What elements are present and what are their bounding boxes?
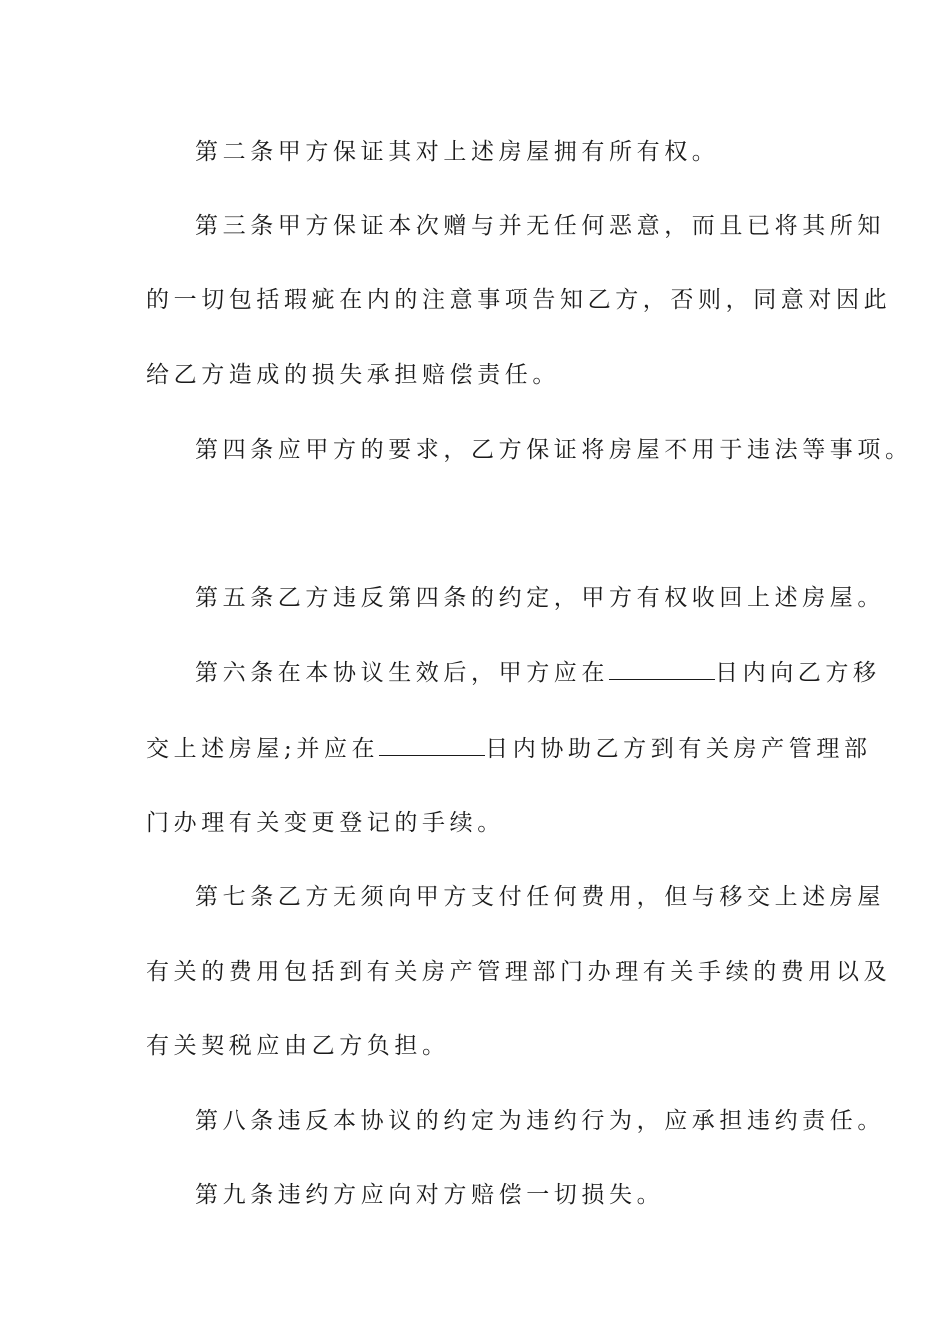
article-3-line-2: 的一切包括瑕疵在内的注意事项告知乙方，否则，同意对因此 <box>146 287 892 313</box>
article-6-line-1-pre: 第六条在本协议生效后，甲方应在 <box>195 660 609 686</box>
article-7-line-1: 第七条乙方无须向甲方支付任何费用，但与移交上述房屋 <box>195 884 885 910</box>
days-blank-2 <box>379 735 485 756</box>
article-6-line-1-post: 日内向乙方移 <box>715 660 881 686</box>
article-6-line-1 <box>195 658 881 688</box>
article-6-line-2-pre: 交上述房屋;并应在 <box>146 736 380 762</box>
article-7-line-3: 有关契税应由乙方负担。 <box>146 1033 450 1059</box>
article-3-line-1: 第三条甲方保证本次赠与并无任何恶意，而且已将其所知 <box>195 213 885 239</box>
article-2-line-1: 第二条甲方保证其对上述房屋拥有所有权。 <box>195 139 720 165</box>
article-3-line-3: 给乙方造成的损失承担赔偿责任。 <box>146 362 560 388</box>
days-blank-1 <box>609 659 715 680</box>
article-4-line-1: 第四条应甲方的要求，乙方保证将房屋不用于违法等事项。 <box>195 437 913 463</box>
article-6-line-2-post: 日内协助乙方到有关房产管理部 <box>485 736 872 762</box>
article-6-line-3: 门办理有关变更登记的手续。 <box>146 810 505 836</box>
article-7-line-2: 有关的费用包括到有关房产管理部门办理有关手续的费用以及 <box>146 959 892 985</box>
article-9-line-1: 第九条违约方应向对方赔偿一切损失。 <box>195 1182 665 1208</box>
article-6-line-2 <box>146 734 872 764</box>
article-5-line-1: 第五条乙方违反第四条的约定，甲方有权收回上述房屋。 <box>195 585 885 611</box>
article-8-line-1: 第八条违反本协议的约定为违约行为，应承担违约责任。 <box>195 1108 885 1134</box>
